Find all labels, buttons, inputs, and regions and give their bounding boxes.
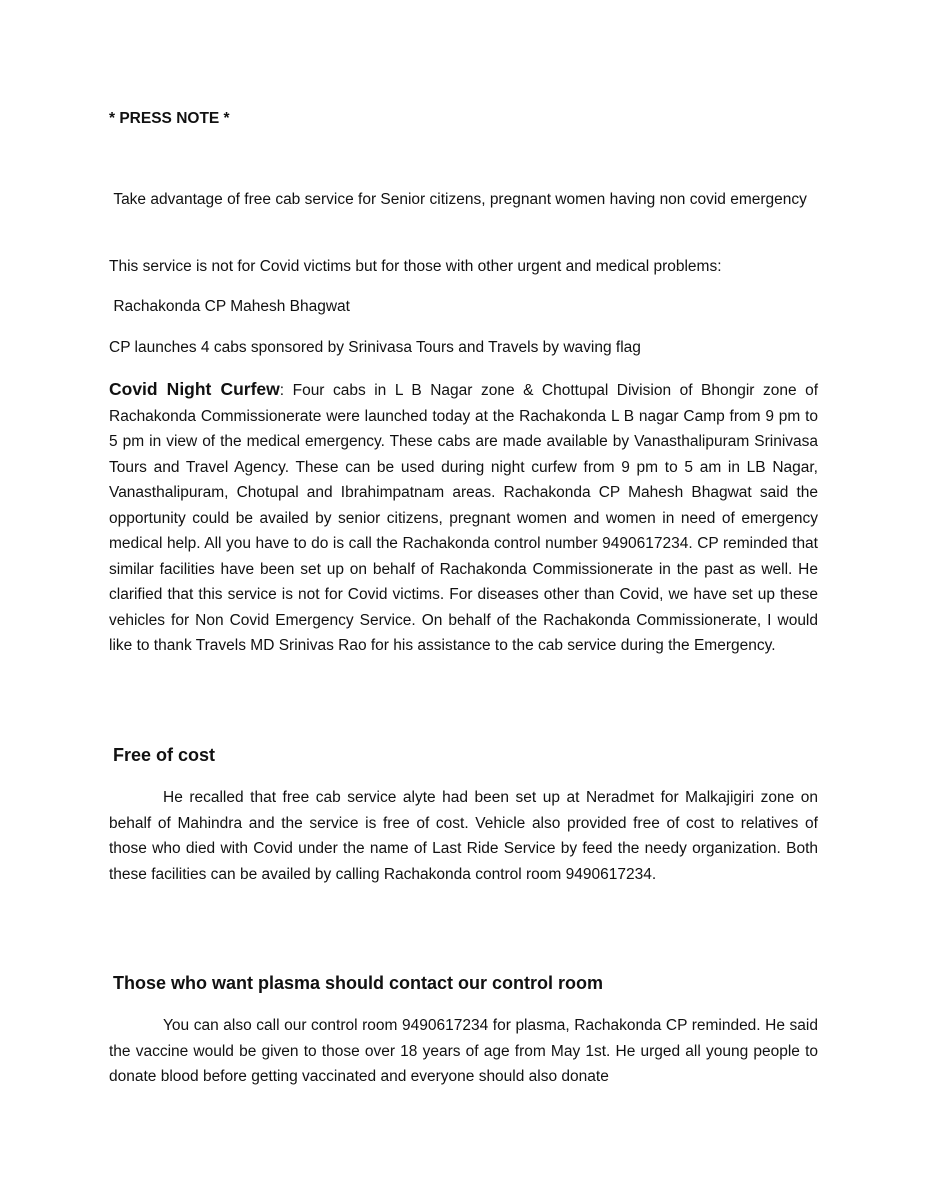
intro-headline: Take advantage of free cab service for Senior citizens, pregnant women having non covid emergency: [109, 191, 807, 208]
attribution-line: Rachakonda CP Mahesh Bhagwat: [109, 298, 350, 315]
free-of-cost-heading: Free of cost: [113, 745, 216, 765]
curfew-lead: Covid Night Curfew: [109, 379, 280, 399]
curfew-body: : Four cabs in L B Nagar zone & Chottupal Division of Bhongir zone of Rachakonda Commissionerate were launched today at the Rachakonda L B nagar Camp from 9 pm to 5 pm in view of the medical emergency. These cabs are made available by Vanasthalipuram Srinivasa Tours and Travel Agency. These can be used during night curfew from 9 pm to 5 am in LB Nagar, Vanasthalipuram, Chotupal and Ibrahimpatnam areas. Rachakonda CP Mahesh Bhagwat said the opportunity could be availed by senior citizens, pregnant women and women in need of emergency medical help. All you have to do is call the Rachakonda control number 9490617234. CP reminded that similar facilities have been set up on behalf of Rachakonda Commissionerate in the past as well. He clarified that this service is not for Covid victims. For diseases other than Covid, we have set up these vehicles for Non Covid Emergency Service. On behalf of the Rachakonda Commissionerate, I would like to thank Travels MD Srinivas Rao for his assistance to the cab service during the Emergency.: [109, 382, 819, 654]
launch-line: CP launches 4 cabs sponsored by Srinivasa Tours and Travels by waving flag: [109, 339, 641, 356]
curfew-paragraph: [109, 377, 818, 659]
plasma-paragraph: You can also call our control room 9490617234 for plasma, Rachakonda CP reminded. He said the vaccine would be given to those over 18 years of age from May 1st. He urged all young people to donate blood before getting vaccinated and everyone should also donate: [109, 1017, 818, 1085]
intro-subline: This service is not for Covid victims but for those with other urgent and medical problems:: [109, 258, 722, 275]
free-of-cost-paragraph: He recalled that free cab service alyte had been set up at Neradmet for Malkajigiri zone on behalf of Mahindra and the service is free of cost. Vehicle also provided free of cost to relatives of those who died with Covid under the name of Last Ride Service by feed the needy organization. Both these facilities can be availed by calling Rachakonda control room 9490617234.: [109, 789, 818, 883]
plasma-heading: Those who want plasma should contact our control room: [113, 973, 604, 993]
document-page: [109, 0, 818, 1200]
press-note-title: * PRESS NOTE *: [109, 110, 230, 127]
